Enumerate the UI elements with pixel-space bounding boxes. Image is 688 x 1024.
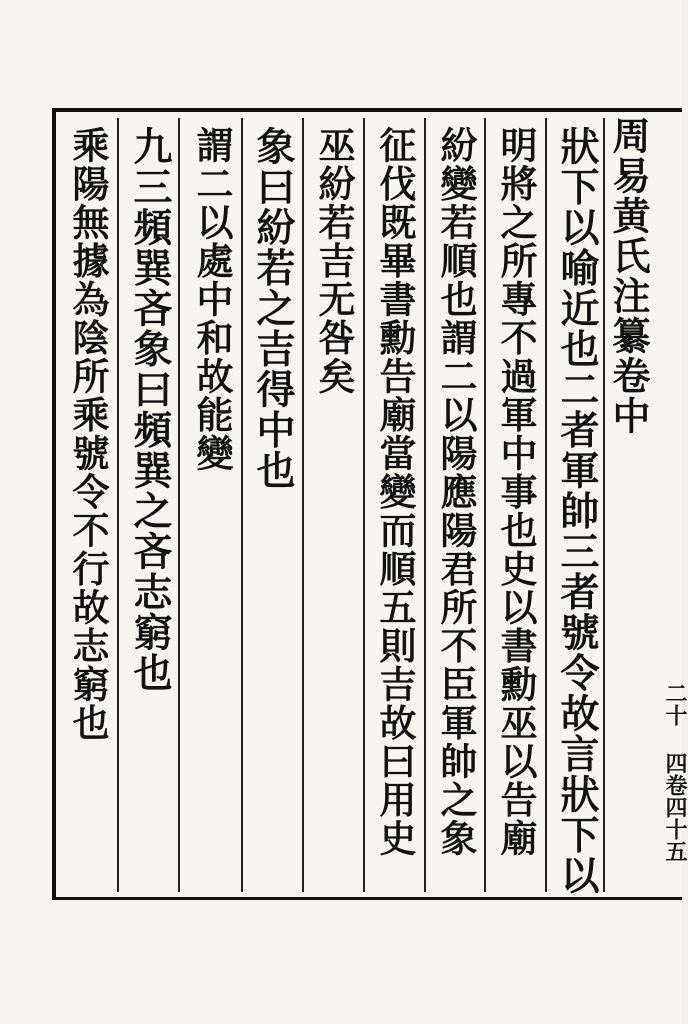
column-rule: [484, 118, 486, 892]
frame-top-border: [52, 108, 682, 112]
column-rule: [302, 118, 304, 892]
book-title: 周易黄氏注纂卷中: [606, 116, 651, 436]
text-column-7: 謂二以處中和故能變: [190, 126, 234, 473]
text-column-8: 九三頻巽吝象曰頻巽之吝志窮也: [127, 126, 173, 693]
frame-left-border: [52, 108, 56, 900]
column-rule: [241, 118, 243, 892]
column-rule: [603, 118, 605, 892]
folio-note-line: 四卷四十五: [662, 752, 688, 862]
folio-note: [652, 682, 688, 862]
column-rule: [363, 118, 365, 892]
text-column-9: 乘陽無據為陰所乘號令不行故志窮也: [66, 126, 110, 742]
text-column-1: 狀下以喻近也二者軍帥三者號令故言狀下以: [554, 126, 600, 896]
text-column-4: 征伐既畢書勳告廟當變而順五則吉故曰用史: [373, 126, 417, 858]
text-column-2: 明將之所專不過軍中事也史以書勳巫以告廟: [494, 126, 538, 858]
text-column-6: 象曰紛若之吉得中也: [250, 126, 296, 491]
frame-bottom-border: [52, 897, 682, 900]
folio-note-line: 二十: [662, 682, 688, 726]
column-rule: [545, 118, 547, 892]
text-column-3: 紛變若順也謂二以陽應陽君所不臣軍帥之象: [434, 126, 478, 858]
column-rule: [178, 118, 180, 892]
column-rule: [117, 118, 119, 892]
column-rule: [424, 118, 426, 892]
text-column-5: 巫紛若吉无咎矣: [312, 126, 356, 396]
